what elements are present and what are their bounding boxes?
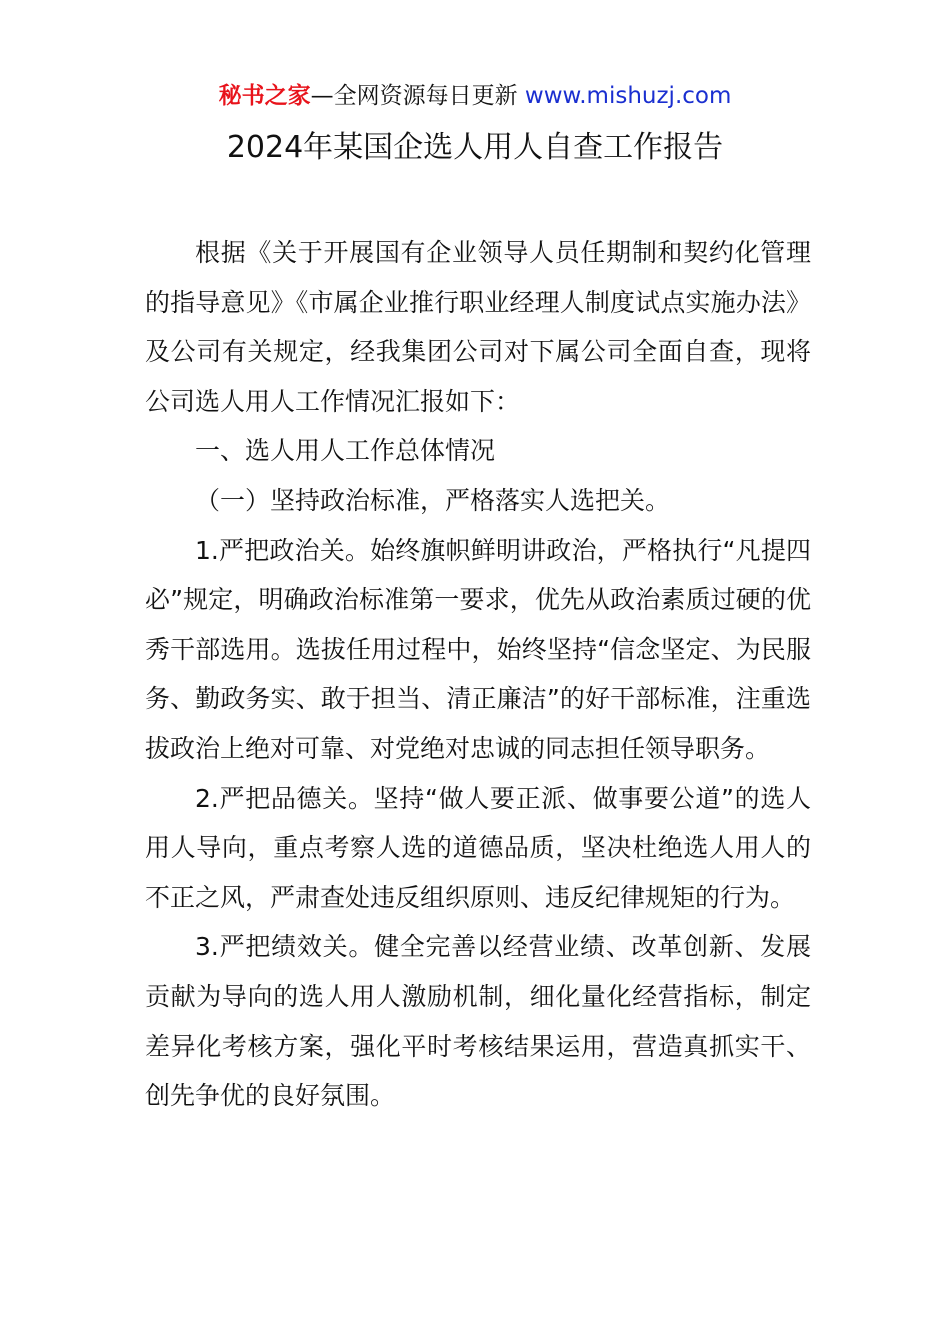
body-paragraph: 2.严把品德关。坚持“做人要正派、做事要公道”的选人用人导向，重点考察人选的道德品质，坚决杜绝选人用人的不正之风，严肃查处违反组织原则、违反纪律规矩的行为。 xyxy=(145,783,811,912)
site-header xyxy=(0,80,950,112)
subsection-heading: （一）坚持政治标准，严格落实人选把关。 xyxy=(195,485,671,515)
document-title: 2024年某国企选人用人自查工作报告 xyxy=(226,130,724,165)
section-heading: 一、选人用人工作总体情况 xyxy=(195,436,496,466)
header-tagline: —全网资源每日更新 xyxy=(310,83,518,109)
site-url[interactable]: www.mishuzj.com xyxy=(524,83,732,109)
intro-paragraph: 根据《关于开展国有企业领导人员任期制和契约化管理的指导意见》《市属企业推行职业经理人制度试点实施办法》及公司有关规定，经我集团公司对下属公司全面自查，现将公司选人用人工作情况汇报如下： xyxy=(145,238,811,416)
document-body xyxy=(145,228,811,1121)
body-paragraph: 1.严把政治关。始终旗帜鲜明讲政治，严格执行“凡提四必”规定，明确政治标准第一要求，优先从政治素质过硬的优秀干部选用。选拔任用过程中，始终坚持“信念坚定、为民服务、勤政务实、敢于担当、清正廉洁”的好干部标准，注重选拔政治上绝对可靠、对党绝对忠诚的同志担任领导职务。 xyxy=(145,535,811,763)
body-paragraph: 3.严把绩效关。健全完善以经营业绩、改革创新、发展贡献为导向的选人用人激励机制，细化量化经营指标，制定差异化考核方案，强化平时考核结果运用，营造真抓实干、创先争优的良好氛围。 xyxy=(145,932,811,1111)
brand-name: 秘书之家 xyxy=(218,83,311,109)
